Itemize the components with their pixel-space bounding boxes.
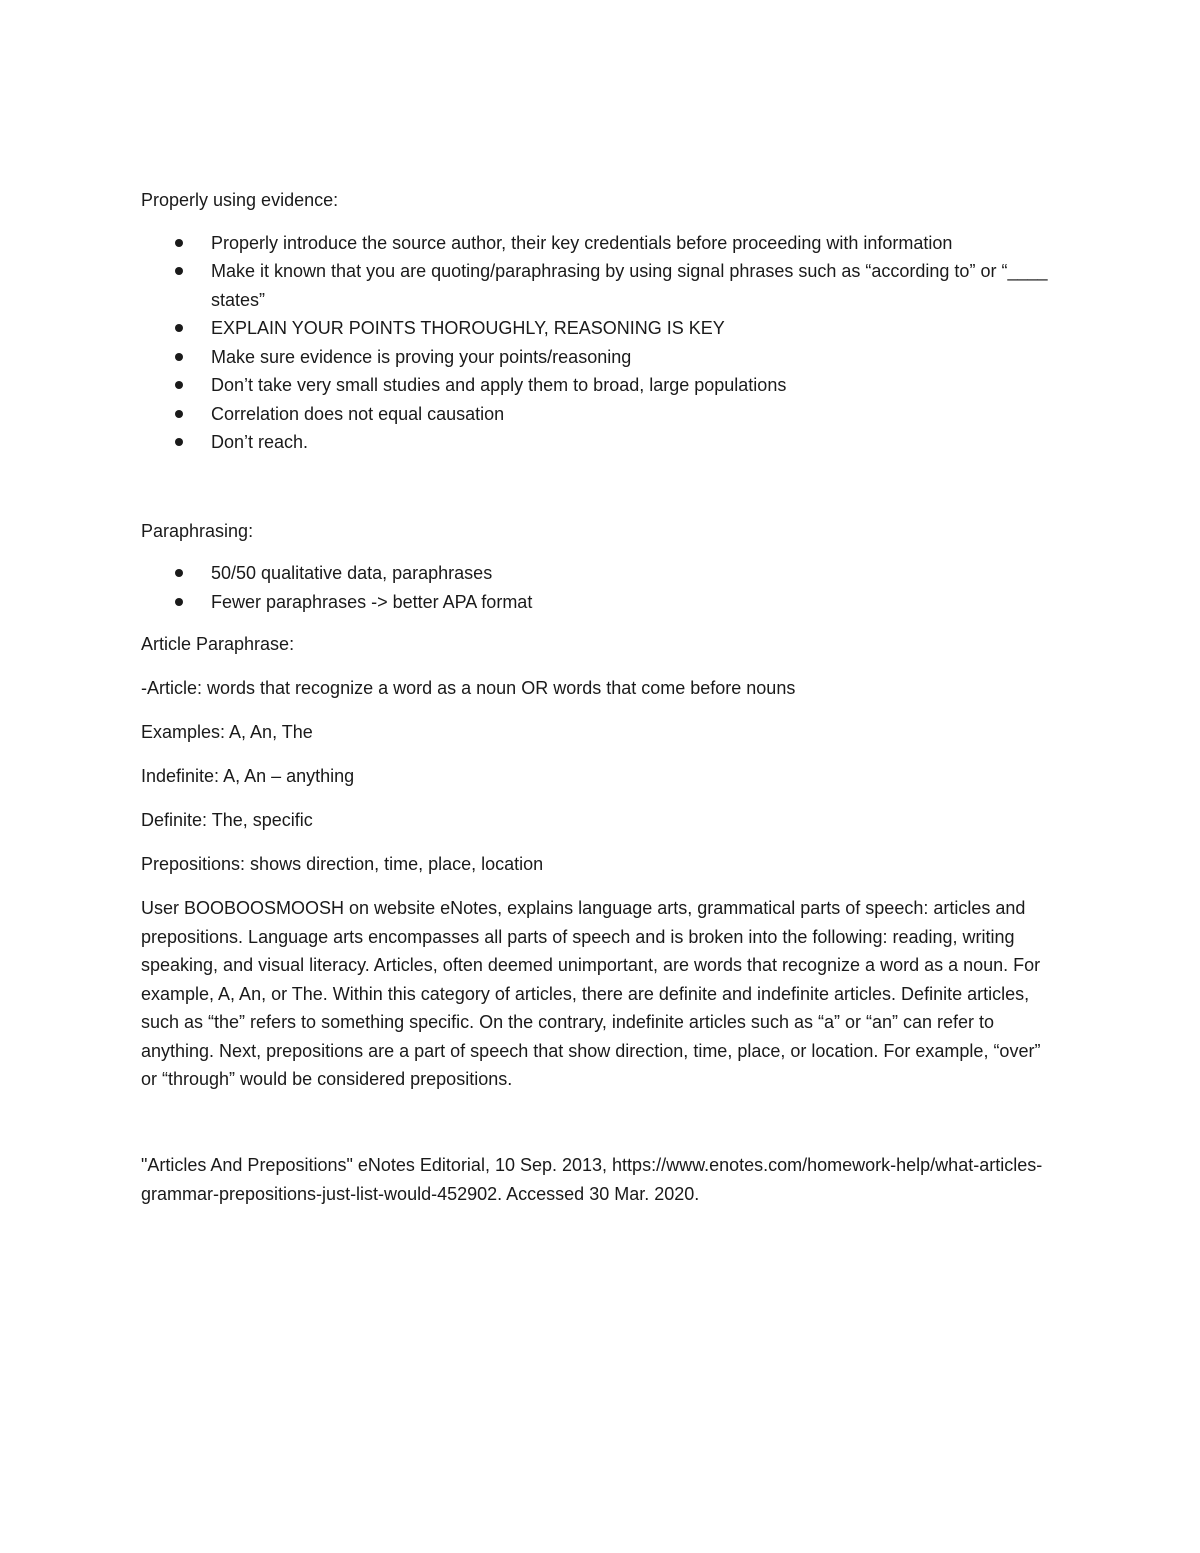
spacer	[141, 1109, 1061, 1151]
definite-line: Definite: The, specific	[141, 810, 313, 830]
bullet-icon	[175, 267, 183, 275]
list-item: Make it known that you are quoting/paraphrasing by using signal phrases such as “according to” or “____ states”	[141, 257, 1061, 314]
list-item: Don’t take very small studies and apply them to broad, large populations	[141, 371, 1061, 400]
citation: "Articles And Prepositions" eNotes Editorial, 10 Sep. 2013, https://www.enotes.com/homework-help/what-articles-grammar-prepositions-just-list-would-452902. Accessed 30 Mar. 2020.	[141, 1155, 1043, 1204]
list-item: Properly introduce the source author, their key credentials before proceeding with information	[141, 229, 1061, 258]
prepositions-line: Prepositions: shows direction, time, place, location	[141, 854, 544, 874]
section-heading-article-paraphrase: Article Paraphrase:	[141, 634, 295, 654]
bullet-icon	[175, 410, 183, 418]
document-body	[141, 186, 1061, 1208]
section-heading-paraphrasing: Paraphrasing:	[141, 520, 254, 541]
bullet-icon	[175, 239, 183, 247]
spacer	[141, 457, 1061, 517]
article-definition-line: -Article: words that recognize a word as a noun OR words that come before nouns	[141, 678, 796, 698]
bullet-icon	[175, 598, 183, 606]
examples-line: Examples: A, An, The	[141, 722, 313, 742]
paraphrase-paragraph: User BOOBOOSMOOSH on website eNotes, explains language arts, grammatical parts of speech: articles and prepositions. Language arts encompasses all parts of speech and is broken into the following: reading, writing speaking, and visual literacy. Articles, often deemed unimportant, are words that recognize a word as a noun. For example, A, An, or The. Within this category of articles, there are definite and indefinite articles. Definite articles, such as “the” refers to something specific. On the contrary, indefinite articles such as “a” or “an” can refer to anything. Next, prepositions are a part of speech that show direction, time, place, or location. For example, “over” or “through” would be considered prepositions.	[141, 898, 1041, 1089]
bullet-icon	[175, 438, 183, 446]
list-item: Don’t reach.	[141, 428, 1061, 457]
bullet-icon	[175, 353, 183, 361]
evidence-bullet-list	[141, 229, 1061, 457]
list-item: Fewer paraphrases -> better APA format	[141, 588, 1061, 617]
list-item: EXPLAIN YOUR POINTS THOROUGHLY, REASONING IS KEY	[141, 314, 1061, 343]
indefinite-line: Indefinite: A, An – anything	[141, 766, 355, 786]
list-item: Make sure evidence is proving your points/reasoning	[141, 343, 1061, 372]
paraphrasing-bullet-list	[141, 559, 1061, 616]
bullet-icon	[175, 381, 183, 389]
section-heading-evidence: Properly using evidence:	[141, 190, 339, 210]
bullet-icon	[175, 569, 183, 577]
bullet-icon	[175, 324, 183, 332]
list-item: Correlation does not equal causation	[141, 400, 1061, 429]
list-item: 50/50 qualitative data, paraphrases	[141, 559, 1061, 588]
